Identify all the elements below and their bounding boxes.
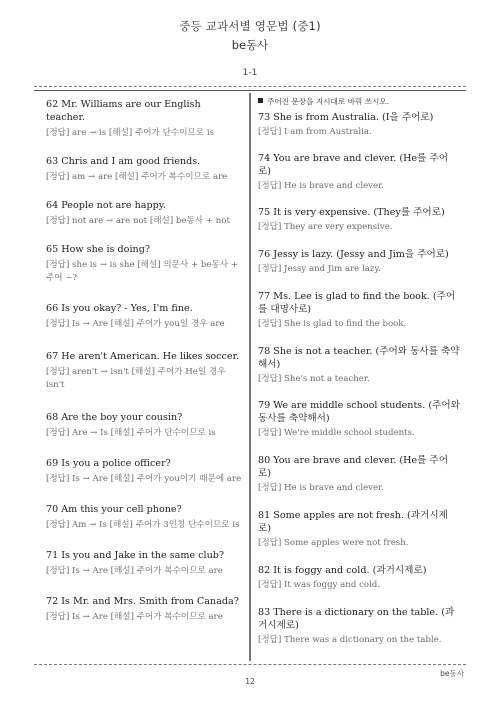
list-item xyxy=(46,595,242,624)
question-text: 75 It is very expensive. (They를 주어로) xyxy=(258,207,445,218)
answer-text: [정답] Some apples were not fresh. xyxy=(258,538,409,548)
question-text: 77 Ms. Lee is glad to find the book. (주어를 대명사로) xyxy=(258,291,456,315)
question-text: 83 There is a dictionary on the table. (과거시제로) xyxy=(258,607,455,631)
question-text: 72 Is Mr. and Mrs. Smith from Canada? xyxy=(46,596,239,607)
list-item xyxy=(258,399,460,440)
answer-text: [정답] are → is [해설] 주어가 단수이므로 is xyxy=(46,128,214,138)
list-item xyxy=(46,411,242,440)
list-item xyxy=(258,564,460,592)
page-number: 12 xyxy=(245,677,255,686)
section-number: 1-1 xyxy=(242,68,258,78)
answer-text: [정답] Is → Are [해설] 주어가 you이기 때문에 are xyxy=(46,474,242,484)
square-bullet-icon xyxy=(258,98,263,103)
list-item xyxy=(258,111,460,139)
list-item xyxy=(258,509,460,550)
question-text: 82 It is foggy and cold. (과거시제로) xyxy=(258,565,427,576)
question-text: 78 She is not a teacher. (주어와 동사를 축약해서) xyxy=(258,346,460,370)
instruction-text: 주어진 문장을 지시대로 바꿔 쓰시오. xyxy=(267,97,390,106)
page-header xyxy=(0,18,500,78)
answer-text: [정답] I am from Australia. xyxy=(258,127,372,137)
list-item xyxy=(46,199,242,228)
bottom-dashed-rule xyxy=(34,664,466,665)
answer-text: [정답] aren't → isn't [해설] 주어가 He일 경우 isn't xyxy=(46,367,226,390)
answer-text: [정답] They are very expensive. xyxy=(258,222,393,232)
answer-text: [정답] she is → is she [해설] 의문사 + be동사 + 주어 ~? xyxy=(46,260,239,283)
question-text: 62 Mr. Williams are our English teacher. xyxy=(46,99,201,123)
left-column xyxy=(46,96,242,624)
question-text: 80 You are brave and clever. (He를 주어로) xyxy=(258,455,448,479)
answer-text: [정답] We're middle school students. xyxy=(258,428,415,438)
question-text: 70 Am this your cell phone? xyxy=(46,504,182,515)
answer-text: [정답] She is glad to find the book. xyxy=(258,319,407,329)
answer-text: [정답] She's not a teacher. xyxy=(258,374,370,384)
answer-text: [정답] Is → Are [해설] 주어가 복수이므로 are xyxy=(46,612,223,622)
list-item xyxy=(46,302,242,331)
answer-text: [정답] He is brave and clever. xyxy=(258,483,385,493)
list-item xyxy=(258,345,460,386)
question-text: 73 She is from Australia. (I을 주어로) xyxy=(258,112,434,123)
question-text: 67 He aren't American. He likes soccer. xyxy=(46,351,240,362)
list-item xyxy=(258,290,460,331)
answer-text: [정답] Am → Is [해설] 주어가 3인칭 단수이므로 is xyxy=(46,520,240,530)
answer-text: [정답] It was foggy and cold. xyxy=(258,580,381,590)
answer-text: [정답] Jessy and Jim are lazy. xyxy=(258,264,381,274)
question-text: 68 Are the boy your cousin? xyxy=(46,412,183,423)
right-column xyxy=(258,96,460,647)
question-text: 76 Jessy is lazy. (Jessy and Jim을 주어로) xyxy=(258,249,449,260)
list-item xyxy=(258,152,460,193)
question-text: 74 You are brave and clever. (He를 주어로) xyxy=(258,153,448,177)
footer-label: be동사 xyxy=(440,669,464,678)
instruction-note xyxy=(258,96,460,108)
list-item xyxy=(46,155,242,184)
top-solid-rule xyxy=(34,90,466,91)
list-item xyxy=(258,206,460,234)
answer-text: [정답] not are → are not [해설] be동사 + not xyxy=(46,216,230,226)
list-item xyxy=(258,248,460,276)
question-text: 63 Chris and I am good friends. xyxy=(46,156,201,167)
answer-text: [정답] Are → Is [해설] 주어가 단수이므로 is xyxy=(46,428,216,438)
answer-text: [정답] Is → Are [해설] 주어가 you일 경우 are xyxy=(46,319,225,329)
answer-text: [정답] am → are [해설] 주어가 복수이므로 are xyxy=(46,172,228,182)
answer-text: [정답] There was a dictionary on the table. xyxy=(258,635,442,645)
page-title: 중등 교과서별 영문법 (중1) xyxy=(179,19,321,33)
answer-text: [정답] Is → Are [해설] 주어가 복수이므로 are xyxy=(46,566,223,576)
list-item xyxy=(46,549,242,578)
list-item xyxy=(46,457,242,486)
list-item xyxy=(46,503,242,532)
question-text: 71 Is you and Jake in the same club? xyxy=(46,550,225,561)
top-dashed-rule xyxy=(34,86,466,87)
question-text: 65 How she is doing? xyxy=(46,244,150,255)
list-item xyxy=(258,454,460,495)
column-divider xyxy=(249,93,251,661)
list-item xyxy=(46,350,242,392)
list-item xyxy=(46,243,242,285)
answer-text: [정답] He is brave and clever. xyxy=(258,181,385,191)
page-subtitle: be동사 xyxy=(231,38,269,52)
question-text: 79 We are middle school students. (주어와 동사를 축약해서) xyxy=(258,400,460,424)
list-item xyxy=(258,606,460,647)
question-text: 64 People not are happy. xyxy=(46,200,166,211)
question-text: 66 Is you okay? - Yes, I'm fine. xyxy=(46,303,193,314)
question-text: 81 Some apples are not fresh. (과거시제로) xyxy=(258,510,448,534)
list-item xyxy=(46,98,242,140)
question-text: 69 Is you a police officer? xyxy=(46,458,171,469)
